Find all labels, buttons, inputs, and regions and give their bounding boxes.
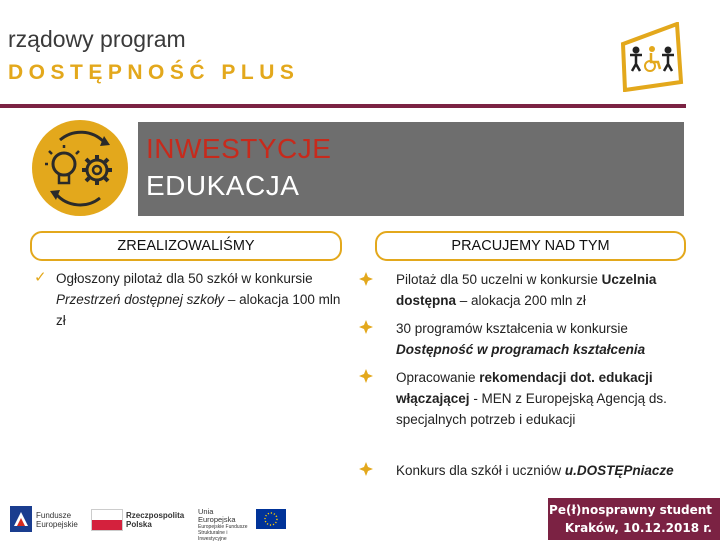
logo-rp-text: Rzeczpospolita Polska <box>126 511 185 529</box>
logo-fundusze-text: Fundusze Europejskie <box>36 511 78 529</box>
logo-eu-title: Unia Europejska <box>198 507 236 524</box>
item-bold: Dostępność w programach kształcenia <box>396 342 646 357</box>
banner-title-education: EDUKACJA <box>146 170 300 201</box>
heading-completed: ZREALIZOWALIŚMY <box>30 231 342 261</box>
item-text: Konkurs dla szkół i uczniów <box>396 463 565 478</box>
eu-flag-icon <box>256 509 286 529</box>
completed-item <box>56 268 352 331</box>
diamond-bullet-icon <box>359 369 373 383</box>
header-divider <box>0 104 686 108</box>
item-bold: u.DOSTĘPniacze <box>564 463 674 478</box>
heading-in-progress: PRACUJEMY NAD TYM <box>375 231 686 261</box>
program-label: rządowy program <box>8 26 186 52</box>
logo-eu-text <box>198 508 252 542</box>
item-text-post: – alokacja 200 mln zł <box>456 293 586 308</box>
diamond-bullet-icon <box>359 272 373 286</box>
list-item <box>396 367 686 430</box>
list-item <box>396 318 696 360</box>
banner-title-investments: INWESTYCJE <box>146 133 332 164</box>
item-bold: Uczelnia dostępna <box>396 272 657 308</box>
item-text: Pilotaż dla 50 uczelni w konkursie <box>396 272 602 287</box>
diamond-bullet-icon <box>359 320 373 334</box>
item-text: 30 programów kształcenia w konkursie <box>396 321 628 336</box>
checkmark-icon: ✓ <box>34 268 47 286</box>
event-name: Pe(ł)nosprawny student <box>549 503 712 517</box>
accessibility-logo-icon <box>619 22 685 92</box>
list-item <box>396 269 696 311</box>
eu-funds-logo-strip <box>0 498 300 540</box>
program-name: DOSTĘPNOŚĆ PLUS <box>8 61 300 84</box>
completed-item-text: Ogłoszony pilotaż dla 50 szkół w konkursie <box>56 271 313 286</box>
list-item <box>396 460 696 481</box>
item-text: Opracowanie <box>396 370 480 385</box>
logo-eu-subtitle: Europejskie Fundusze Strukturalne i Inwestycyjne <box>198 524 248 542</box>
diamond-bullet-icon <box>359 462 373 476</box>
polish-flag-icon <box>91 509 123 531</box>
lightbulb-gear-icon <box>30 118 130 218</box>
fundusze-logo-icon <box>10 506 32 532</box>
item-text-post: - MEN z Europejską Agencją ds. specjalnych potrzeb i edukacji <box>396 391 667 427</box>
completed-item-italic: Przestrzeń dostępnej szkoły – <box>56 292 236 307</box>
item-bold: rekomendacji dot. edukacji włączającej <box>396 370 653 406</box>
completed-item-allocation: alokacja 100 mln zł <box>56 292 341 328</box>
event-date: Kraków, 10.12.2018 r. <box>564 521 712 535</box>
